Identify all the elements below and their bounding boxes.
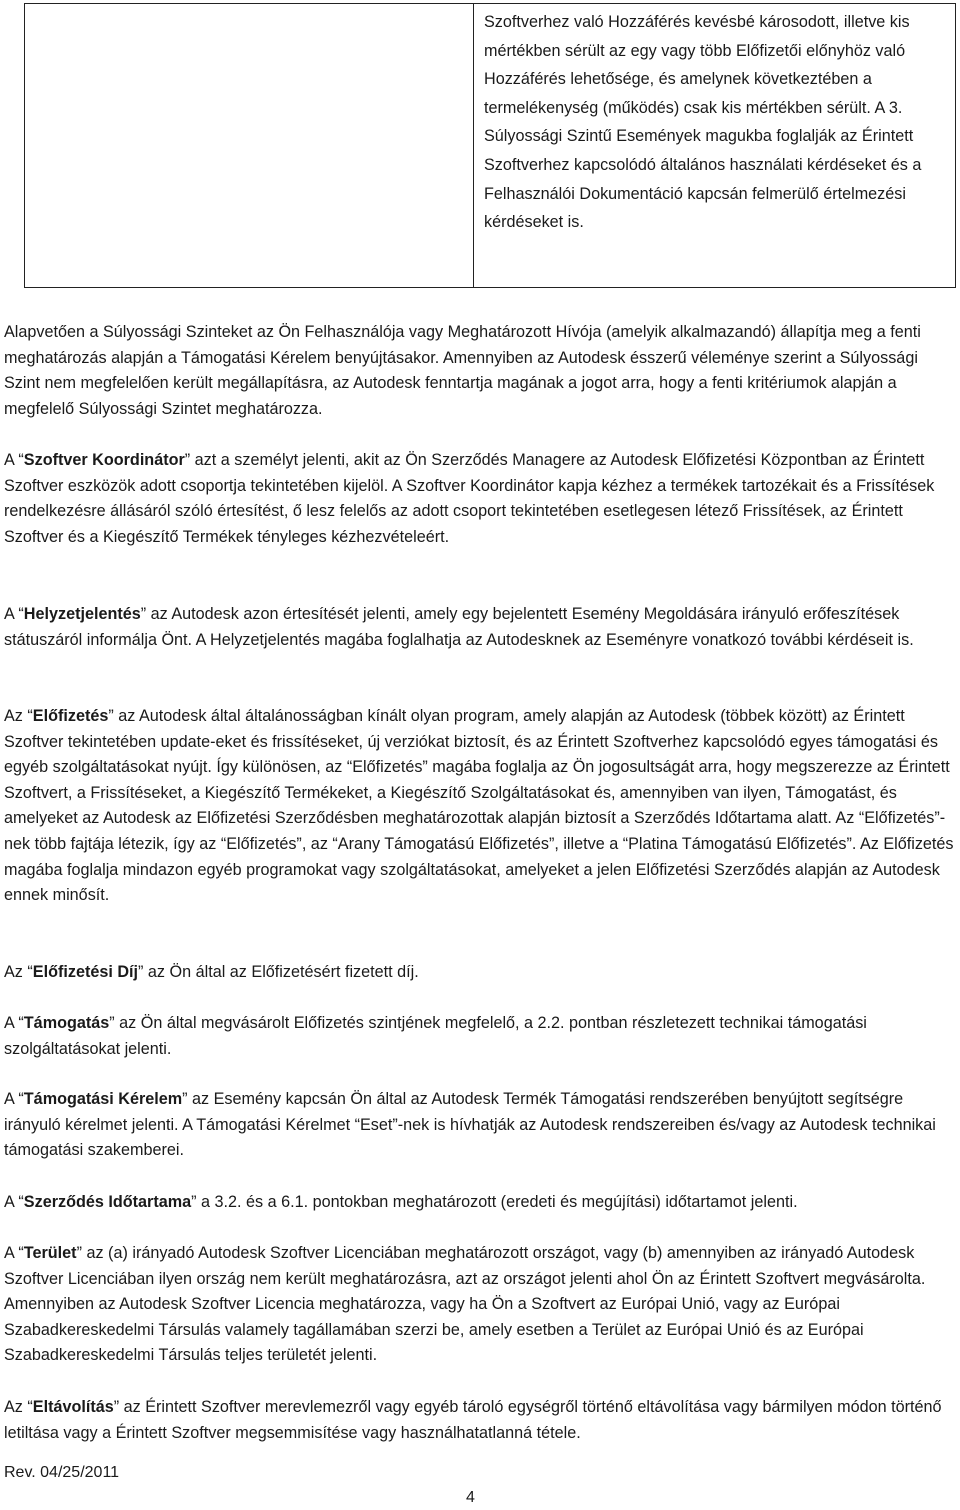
paragraph-subscription: Az “Előfizetés” az Autodesk által általánosságban kínált olyan program, amely alapján az Autodesk (többek között) az Érintett Szoftver tekintetében update-eket és frissítéseket, új verziókat biztosít, és az Érintett Szoftverhez kapcsolódó egyes támogatási és egyéb szolgáltatásokat nyújt. Így különösen, az “Előfizetés” magába foglalja az Ön jogosultságát arra, hogy megszerezze az Érintett Szoftvert, a Frissítéseket, a Kiegészítő Termékeket, a Kiegészítő Szolgáltatásokat és, amennyiben van ilyen, Támogatást, és amelyeket az Autodesk az Előfizetési Szerződésben meghatározottak alapján biztosít a Szerződés Időtartama alatt. Az “Előfizetés”-nek több fajtája létezik, így az “Előfizetés”, az “Arany Támogatású Előfizetés”, illetve a “Platina Támogatású Előfizetés”. Az Előfizetés magába foglalja mindazon egyéb programokat vagy szolgáltatásokat, amelyeket a jelen Előfizetési Szerződés alapján az Autodesk ennek minősít. [4, 707, 954, 905]
term-territory: Terület [23, 1244, 77, 1262]
paragraph-territory: A “Terület” az (a) irányadó Autodesk Szoftver Licenciában meghatározott országot, vagy (b) amennyiben az irányadó Autodesk Szoftver Licenciában ilyen ország nem került meghatározásra, azt az országot jelenti ahol Ön az Érintett Szoftvert megvásárolta. Amennyiben az Autodesk Szoftver Licencia meghatározza, vagy ha Ön a Szoftvert az Európai Unió, vagy az Európai Szabadkereskedelmi Társulás valamely tagállamában szerzi be, amely esetben a Terület az Európai Unió és az Európai Szabadkereskedelmi Társulás teljes területét jelenti. [4, 1244, 926, 1365]
paragraph-severity-levels: Alapvetően a Súlyossági Szinteket az Ön Felhasználója vagy Meghatározott Hívója (amelyik alkalmazandó) állapítja meg a fenti meghatározás alapján a Támogatási Kérelem benyújtásakor. Amennyiben az Autodesk ésszerű véleménye szerint a Súlyossági Szint nem megfelelően került megállapításra, az Autodesk fenntartja magának a jogot arra, hogy a fenti kritériumok alapján a megfelelő Súlyossági Szintet meghatározza. [4, 323, 921, 418]
term-contract-term: Szerződés Időtartama [23, 1193, 192, 1211]
paragraph-support-request: A “Támogatási Kérelem” az Esemény kapcsán Ön által az Autodesk Termék Támogatási rendszerében benyújtott segítségre irányuló kérelmet jelenti. A Támogatási Kérelmet “Eset”-nek is hívhatják az Autodesk rendszereiben és/vagy az Autodesk technikai támogatási szakemberei. [4, 1090, 936, 1160]
paragraph-status-report: A “Helyzetjelentés” az Autodesk azon értesítését jelenti, amely egy bejelentett Esemény Megoldására irányuló erőfeszítések státuszáról informálja Önt. A Helyzetjelentés magába foglalhatja az Autodesknek az Eseményre vonatkozó további kérdéseit is. [4, 605, 914, 649]
page-number: 4 [466, 1489, 475, 1506]
paragraph-support: A “Támogatás” az Ön által megvásárolt Előfizetés szintjének megfelelő, a 2.2. pontban részletezett technikai támogatási szolgáltatásokat jelenti. [4, 1014, 867, 1058]
paragraph-software-coordinator: A “Szoftver Koordinátor” azt a személyt jelenti, akit az Ön Szerződés Managere az Autodesk Előfizetési Központban az Érintett Szoftver eszközök adott csoportja tekintetében kijelöl. A Szoftver Koordinátor kapja kézhez a termékek tartozékait és a Frissítések rendelkezésre állásáról szóló értesítést, ő lesz felelős az adott csoport tekintetében esetlegesen létező Frissítések, az Érintett Szoftver és a Kiegészítő Termékek tényleges kézhezvételeért. [4, 451, 935, 546]
term-removal: Eltávolítás [32, 1398, 114, 1416]
term-subscription: Előfizetés [32, 707, 109, 725]
term-subscription-fee: Előfizetési Díj [32, 963, 139, 981]
term-support: Támogatás [23, 1014, 110, 1032]
revision-date: Rev. 04/25/2011 [4, 1464, 120, 1481]
term-support-request: Támogatási Kérelem [23, 1090, 183, 1108]
table-cell-empty [24, 3, 473, 288]
term-status-report: Helyzetjelentés [23, 605, 141, 623]
paragraph-removal: Az “Eltávolítás” az Érintett Szoftver merevlemezről vagy egyéb tároló egységről történő eltávolítása vagy bármilyen módon történő letiltása vagy a Érintett Szoftver megsemmisítése vagy használhatatlanná tétele. [4, 1398, 942, 1442]
paragraph-contract-term: A “Szerződés Időtartama” a 3.2. és a 6.1. pontokban meghatározott (eredeti és megújítási) időtartamot jelenti. [4, 1193, 798, 1211]
severity-description: Szoftverhez való Hozzáférés kevésbé károsodott, illetve kis mértékben sérült az egy vagy több Előfizetői előnyhöz való Hozzáférés lehetősége, és amelynek következtében a termelékenység (működés) csak kis mértékben sérült. A 3. Súlyossági Szintű Események magukba foglalják az Érintett Szoftverhez kapcsolódó általános használati kérdéseket és a Felhasználói Dokumentáció kapcsán felmerülő értelmezési kérdéseket is. [484, 13, 922, 232]
term-software-coordinator: Szoftver Koordinátor [23, 451, 185, 469]
table-cell-text [473, 3, 956, 288]
paragraph-subscription-fee: Az “Előfizetési Díj” az Ön által az Előfizetésért fizetett díj. [4, 963, 419, 981]
